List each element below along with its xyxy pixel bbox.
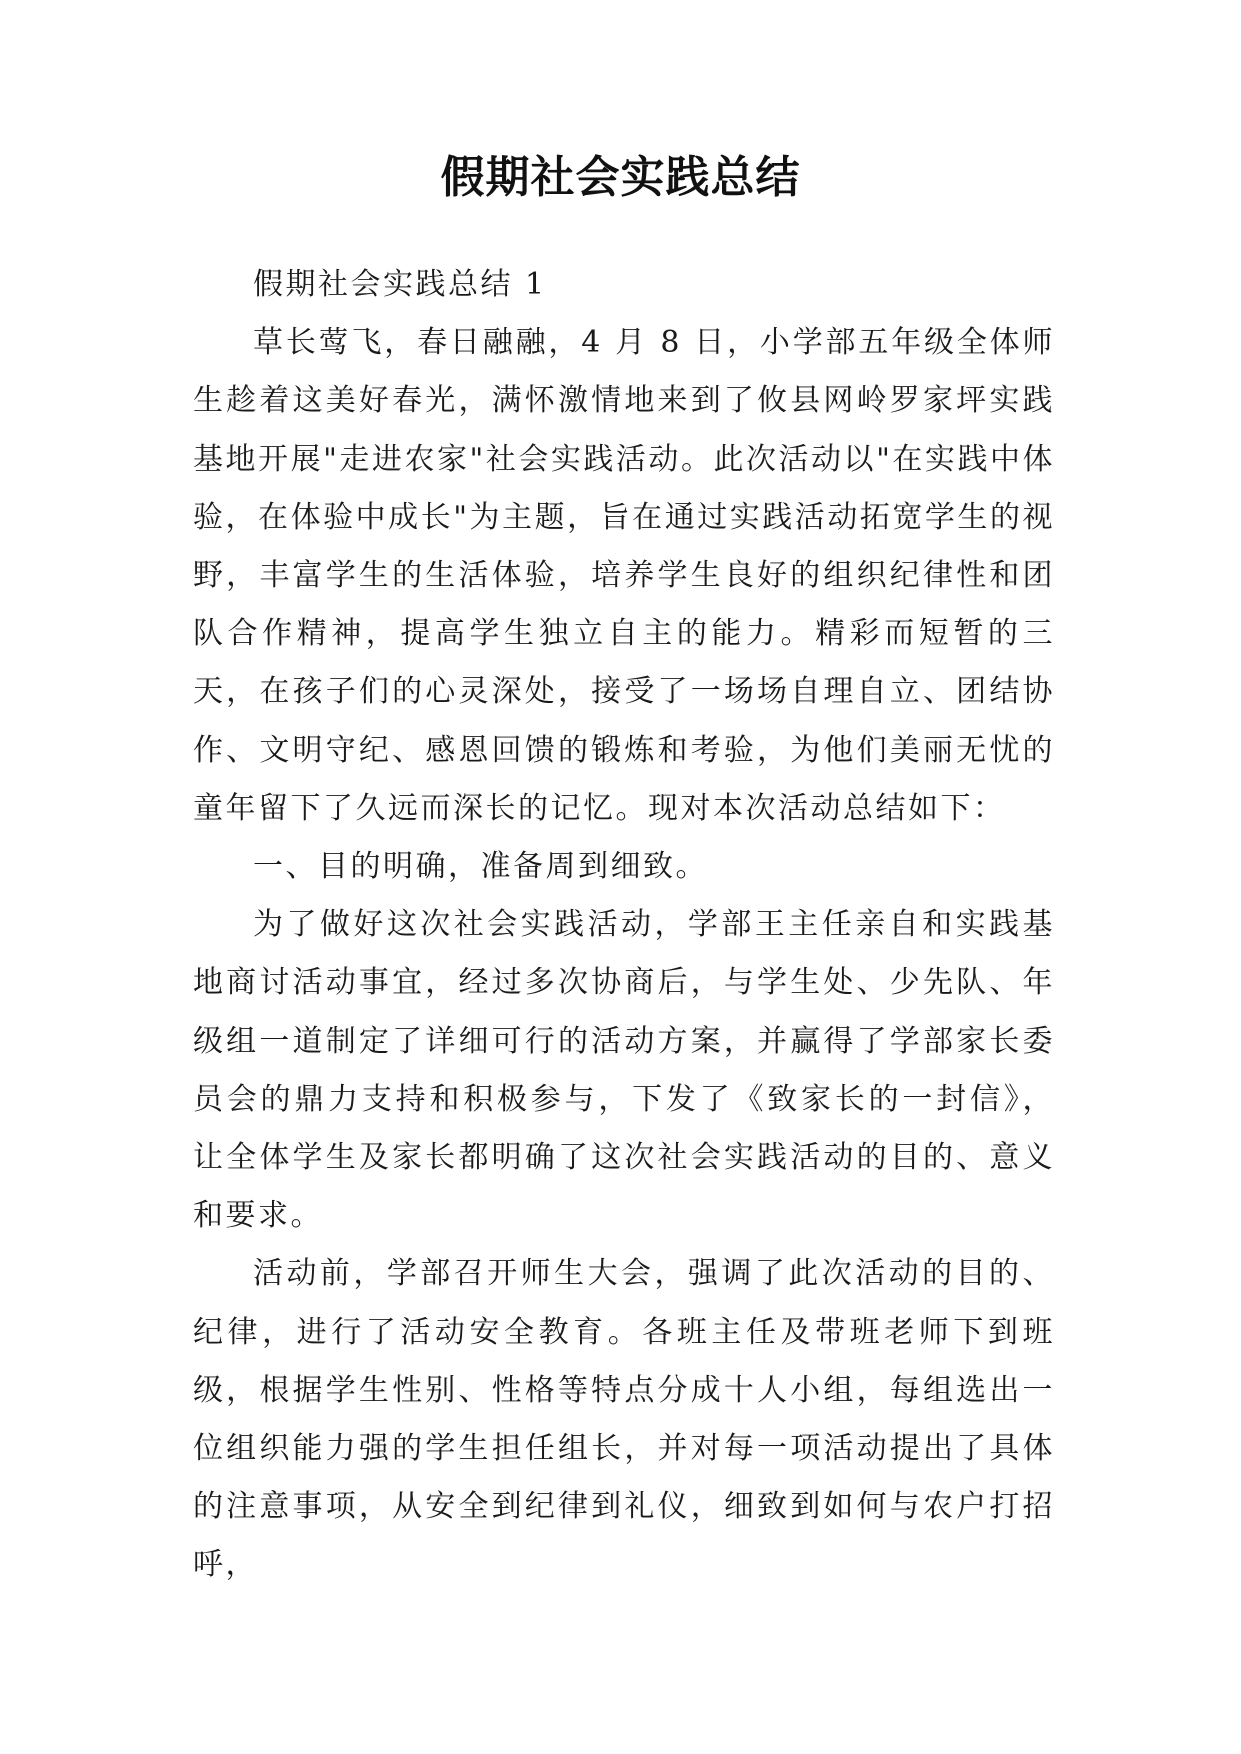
body-paragraph: 草长莺飞，春日融融，4 月 8 日，小学部五年级全体师生趁着这美好春光，满怀激情地来到了攸县网岭罗家坪实践基地开展"走进农家"社会实践活动。此次活动以"在实践中体验，在体验中成长"为主题，旨在通过实践活动拓宽学生的视野，丰富学生的生活体验，培养学生良好的组织纪律性和团队合作精神，提高学生独立自主的能力。精彩而短暂的三天，在孩子们的心灵深处，接受了一场场自理自立、团结协作、文明守纪、感恩回馈的锻炼和考验，为他们美丽无忧的童年留下了久远而深长的记忆。现对本次活动总结如下：	[193, 325, 1055, 826]
body-paragraph: 活动前，学部召开师生大会，强调了此次活动的目的、纪律，进行了活动安全教育。各班主任及带班老师下到班级，根据学生性别、性格等特点分成十人小组，每组选出一位组织能力强的学生担任组长，并对每一项活动提出了具体的注意事项，从安全到纪律到礼仪，细致到如何与农户打招呼，	[193, 1256, 1055, 1583]
document-title: 假期社会实践总结	[440, 152, 801, 203]
section-heading: 假期社会实践总结 1	[253, 267, 547, 302]
section-subheading: 一、目的明确，准备周到细致。	[253, 849, 708, 885]
body-paragraph: 为了做好这次社会实践活动，学部王主任亲自和实践基地商讨活动事宜，经过多次协商后，与学生处、少先队、年级组一道制定了详细可行的活动方案，并赢得了学部家长委员会的鼎力支持和积极参与，下发了《致家长的一封信》，让全体学生及家长都明确了这次社会实践活动的目的、意义和要求。	[193, 907, 1055, 1234]
document-body	[193, 256, 1055, 1595]
